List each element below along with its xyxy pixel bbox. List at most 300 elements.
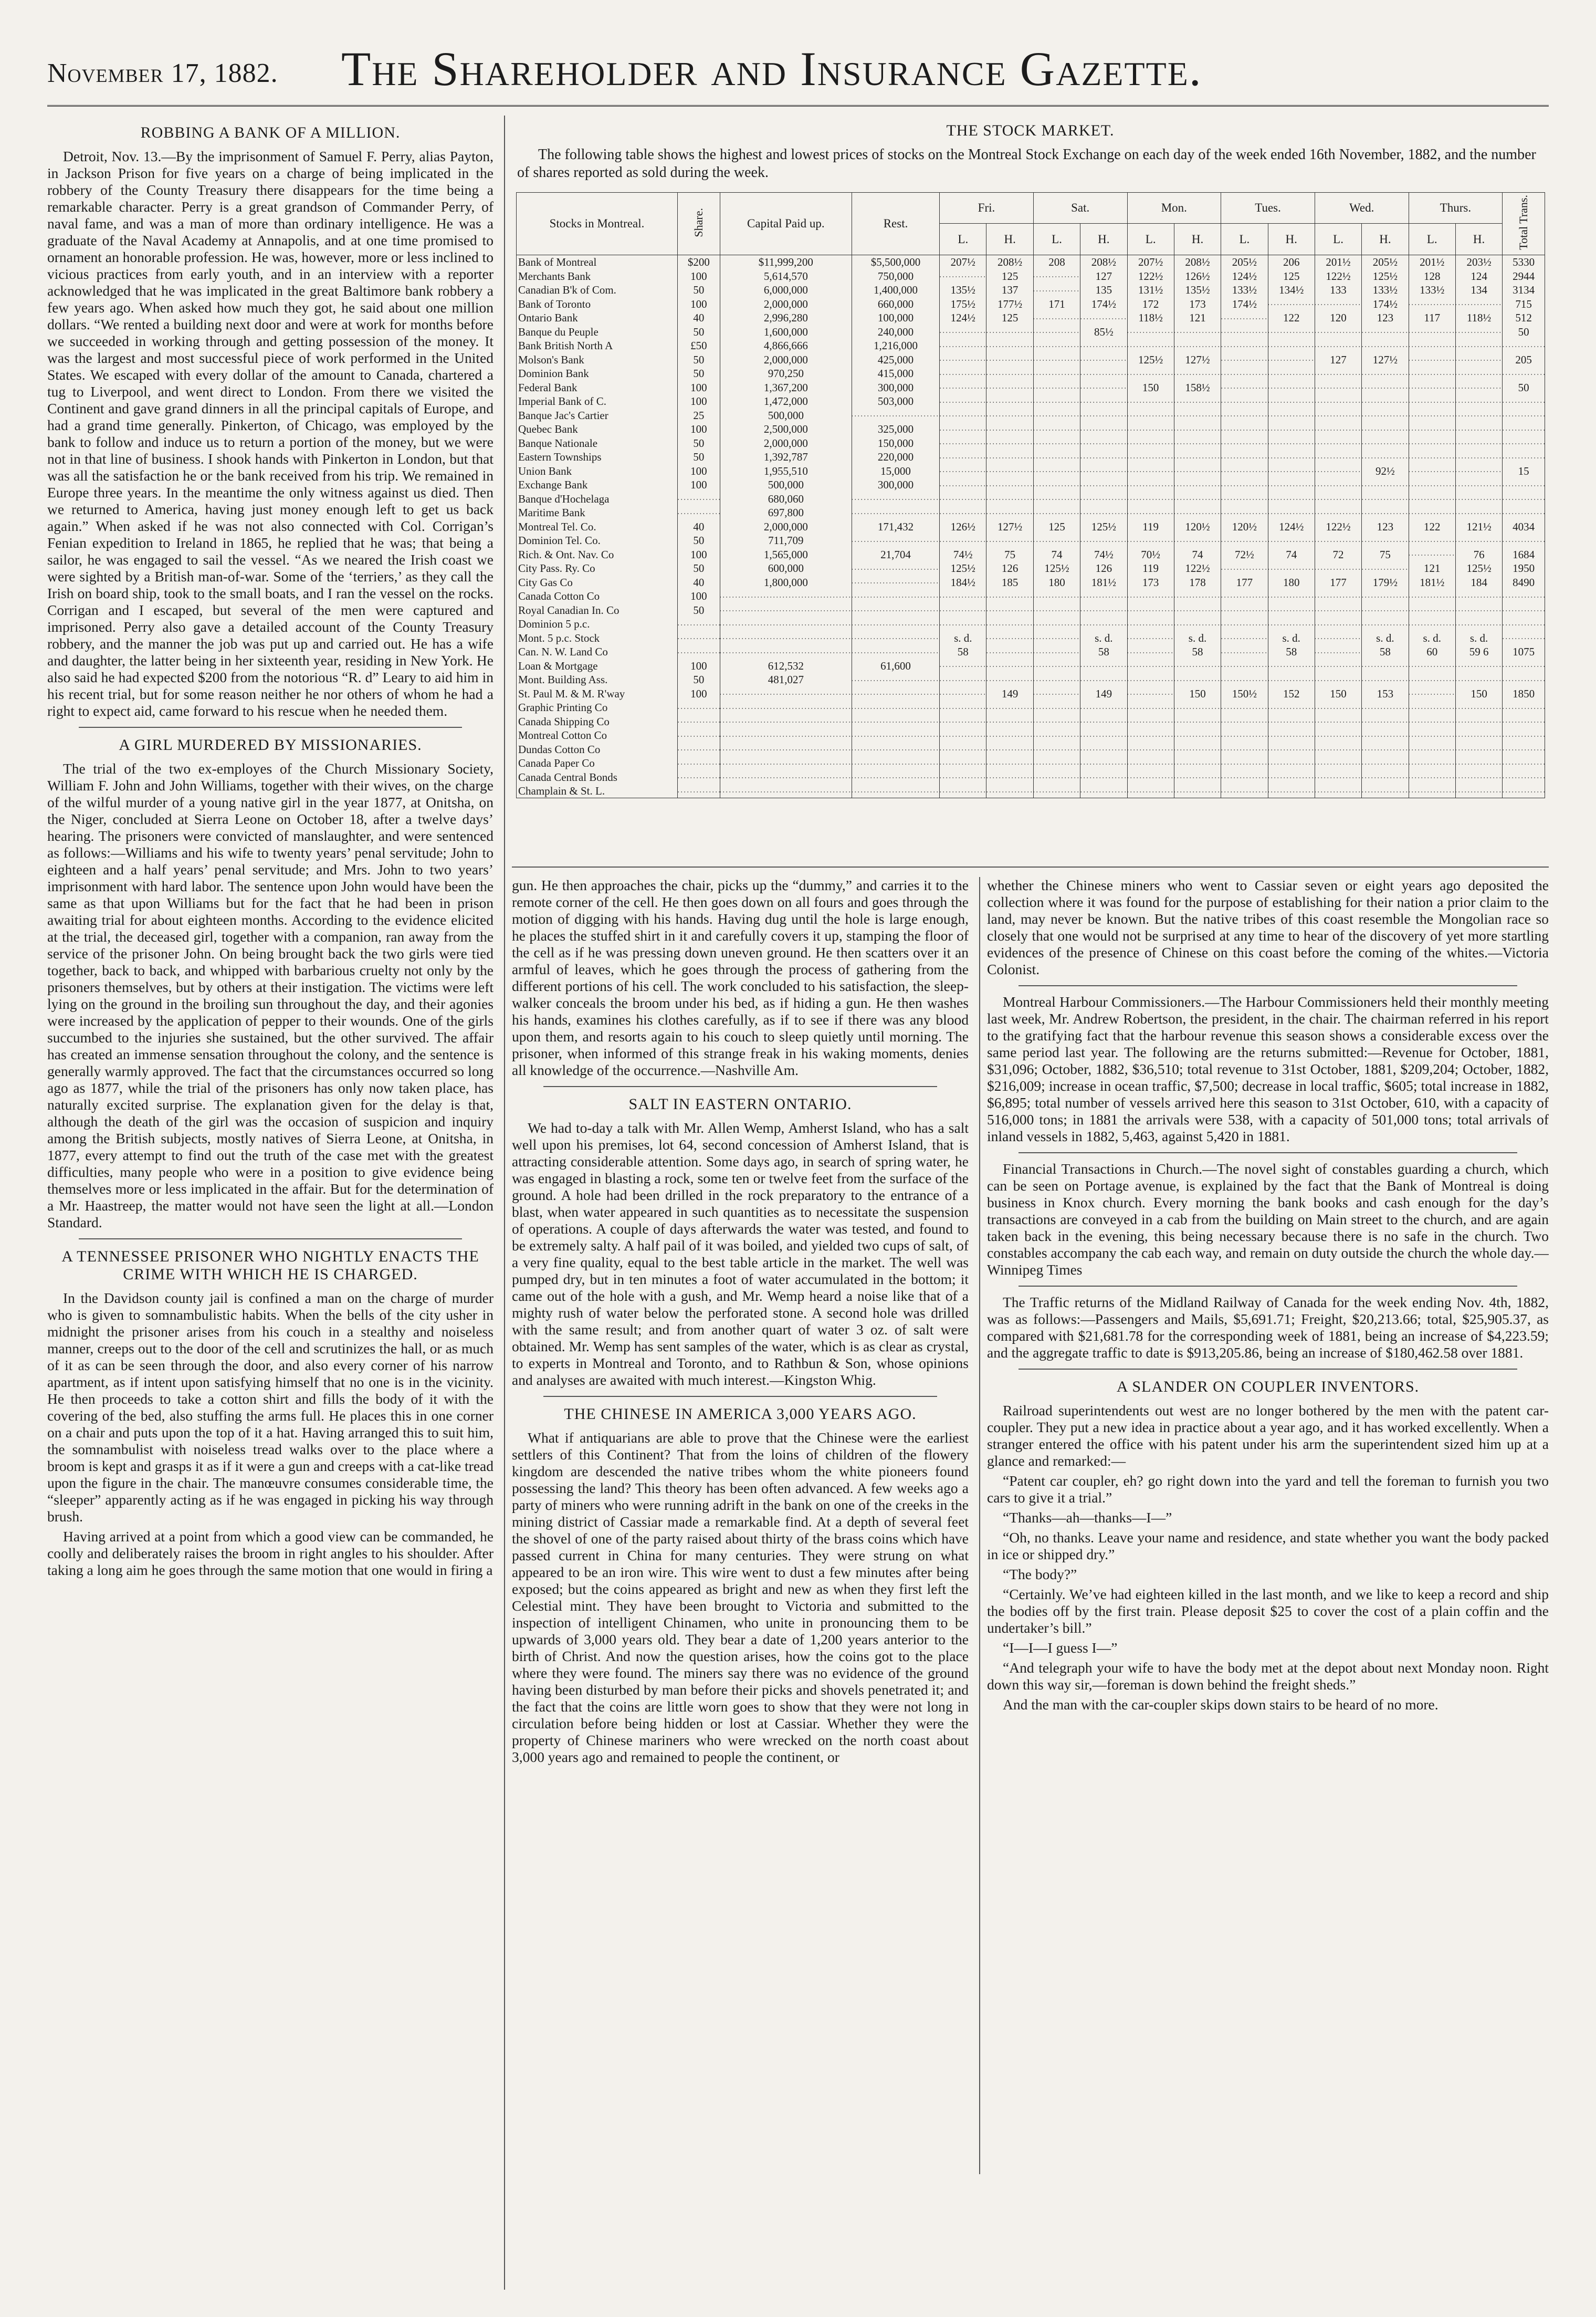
- table-cell: [940, 728, 986, 743]
- table-cell: 201½: [1315, 255, 1361, 269]
- header-high: H.: [1455, 224, 1502, 255]
- table-cell: 119: [1127, 519, 1174, 534]
- table-cell: [1127, 589, 1174, 603]
- stock-name-cell: Champlain & St. L.: [517, 784, 678, 798]
- table-cell: 100: [678, 422, 720, 436]
- table-cell: [1080, 617, 1127, 631]
- table-cell: [940, 325, 986, 339]
- divider: [1018, 1152, 1517, 1153]
- table-cell: [1409, 659, 1455, 673]
- table-row: [517, 770, 1545, 784]
- table-cell: [1455, 701, 1502, 715]
- table-cell: [1033, 631, 1080, 645]
- table-cell: [1315, 603, 1361, 617]
- table-cell: [1080, 380, 1127, 394]
- stock-name-cell: Bank of Montreal: [517, 255, 678, 269]
- table-cell: [1362, 450, 1409, 464]
- stock-name-cell: City Pass. Ry. Co: [517, 561, 678, 576]
- table-cell: [1315, 645, 1361, 659]
- table-cell: 220,000: [852, 450, 939, 464]
- table-cell: [1174, 589, 1221, 603]
- table-cell: [1268, 492, 1315, 506]
- table-cell: [940, 686, 986, 701]
- table-row: [517, 464, 1545, 478]
- table-cell: 174½: [1221, 297, 1268, 311]
- table-cell: 122: [1409, 519, 1455, 534]
- stock-name-cell: Montreal Cotton Co: [517, 728, 678, 743]
- table-cell: [1503, 659, 1545, 673]
- table-cell: [940, 742, 986, 756]
- table-cell: 135: [1080, 283, 1127, 297]
- header-low: L.: [1127, 224, 1174, 255]
- divider: [543, 1086, 937, 1087]
- table-cell: 1684: [1503, 547, 1545, 561]
- table-cell: 660,000: [852, 297, 939, 311]
- table-cell: [1268, 352, 1315, 367]
- table-cell: [1362, 701, 1409, 715]
- table-cell: [940, 352, 986, 367]
- table-cell: [1268, 297, 1315, 311]
- article-paragraph: The trial of the two ex-employes of the Church Missionary Society, William F. John and John Williams, together with their wives, on the charge of the wilful murder of a young native girl in the year 1877, at Onitsha, on the Niger, concluded at Sierra Leone on October 18, after a twelve days’ hearing. The prisoners were convicted of manslaughter, and were sentenced as follows:—Williams and his wife to twenty years’ penal servitude; John to eighteen and a half years’ penal servitude; and Mrs. John to two years’ imprisonment with hard labor. The sentence upon John would have been the same as that upon Williams but for the fact that he had been in prison awaiting trial for about eighteen months. According to the evidence elicited at the trial, the deceased girl, together with a companion, ran away from the service of the prisoner John. On being brought back the two girls were tied together, back to back, and whipped with barbarious cruelty not only by the prisoners themselves, but by others at their instigation. The victims were left lying on the ground in the broiling sun throughout the day, and their agonies were increased by the application of pepper to their wounds. One of the girls succumbed to the injuries she sustained, but the other survived. The affair has created an immense sensation throughout the colony, and the sentence is generally warmly approved. The fact that the circumstances occurred so long ago as 1877, while the trial of the prisoners has only now taken place, has naturally excited surprise. The explanation given for the delay is that, although the death of the girl was the occasion of suspicion and inquiry among the British subjects, mostly natives of Sierra Leone, at Onitsha, in 1877, every attempt to find out the truth of the case met with the greatest difficulties, many people who were in a position to give evidence being themselves more or less implicated in the affair. But for the determination of a Mr. Haastreep, the matter would not have seen the light at all.—London Standard.: [47, 760, 494, 1230]
- table-cell: [1268, 617, 1315, 631]
- stock-table-body: [517, 255, 1545, 798]
- table-cell: [720, 645, 852, 659]
- table-cell: 122½: [1174, 561, 1221, 576]
- table-cell: 50: [678, 450, 720, 464]
- table-cell: 135½: [940, 283, 986, 297]
- table-cell: 126½: [940, 519, 986, 534]
- table-cell: 2,000,000: [720, 436, 852, 450]
- table-cell: [1409, 352, 1455, 367]
- table-cell: 680,060: [720, 492, 852, 506]
- table-cell: [1033, 673, 1080, 687]
- article-paragraph: What if antiquarians are able to prove that the Chinese were the earliest settlers of this Continent? That from the loins of children of the flowery kingdom are descended the native tribes whom the white pioneers found possessing the land? This theory has been often advanced. A few weeks ago a party of miners who were running adrift in the bank on one of the creeks in the mining district of Cassiar made a remarkable find. At a depth of several feet the shovel of one of the party raised about thirty of the brass coins which have passed current in China for many centuries. They were strung on what appeared to be an iron wire. This wire went to dust a few minutes after being exposed; but the coins appeared as bright and new as when they first left the Celestial mint. They have been brought to Victoria and submitted to the inspection of intelligent Chinamen, who unite in pronouncing them to be upwards of 3,000 years old. They bear a date of 1,200 years anterior to the birth of Christ. And now the question arises, how the coins got to the place where they were found. The miners say there was no evidence of the ground having been disturbed by man before their picks and shovels penetrated it; and the fact that the coins are little worn goes to show that they were not long in circulation before being hidden or lost at Cassiar. Whether they were the property of Chinese mariners who were wrecked on the north coast about 3,000 years ago and remained to people the continent, or: [512, 1429, 969, 1765]
- table-cell: [1503, 506, 1545, 520]
- table-cell: 124: [1455, 269, 1502, 283]
- table-cell: 58: [1362, 645, 1409, 659]
- table-cell: [1409, 339, 1455, 353]
- table-cell: [852, 770, 939, 784]
- table-row: [517, 547, 1545, 561]
- stock-name-cell: Mont. 5 p.c. Stock: [517, 631, 678, 645]
- table-cell: [678, 784, 720, 798]
- table-cell: [1315, 589, 1361, 603]
- table-cell: [720, 589, 852, 603]
- table-cell: [1268, 701, 1315, 715]
- table-row: [517, 394, 1545, 409]
- table-cell: [986, 645, 1033, 659]
- table-cell: [986, 617, 1033, 631]
- table-cell: [1268, 422, 1315, 436]
- stock-name-cell: Dominion Tel. Co.: [517, 534, 678, 548]
- stock-market-section: [512, 116, 1549, 868]
- table-cell: 100: [678, 478, 720, 492]
- header-low: L.: [1033, 224, 1080, 255]
- table-cell: [1080, 673, 1127, 687]
- table-cell: 415,000: [852, 367, 939, 381]
- table-cell: [852, 714, 939, 728]
- table-cell: [678, 770, 720, 784]
- table-cell: [1362, 506, 1409, 520]
- table-cell: [1362, 339, 1409, 353]
- table-cell: [1080, 659, 1127, 673]
- table-row: [517, 589, 1545, 603]
- table-cell: [1221, 534, 1268, 548]
- table-cell: 100: [678, 394, 720, 409]
- article-title: THE CHINESE IN AMERICA 3,000 YEARS AGO.: [564, 1405, 917, 1423]
- table-row: [517, 269, 1545, 283]
- table-cell: [940, 394, 986, 409]
- table-cell: [1127, 408, 1174, 422]
- table-cell: [1127, 325, 1174, 339]
- table-cell: [1268, 770, 1315, 784]
- table-cell: [1409, 589, 1455, 603]
- table-cell: [1455, 464, 1502, 478]
- table-cell: 600,000: [720, 561, 852, 576]
- table-cell: [1503, 492, 1545, 506]
- table-cell: [1127, 659, 1174, 673]
- table-cell: [986, 325, 1033, 339]
- table-cell: 100,000: [852, 311, 939, 325]
- table-cell: [1455, 770, 1502, 784]
- table-cell: [1362, 728, 1409, 743]
- table-cell: [1033, 492, 1080, 506]
- table-cell: [1080, 394, 1127, 409]
- table-row: [517, 686, 1545, 701]
- table-cell: [1409, 686, 1455, 701]
- table-cell: 124½: [1221, 269, 1268, 283]
- table-cell: [1033, 645, 1080, 659]
- table-cell: [940, 464, 986, 478]
- table-cell: 124½: [1268, 519, 1315, 534]
- table-cell: [1033, 728, 1080, 743]
- table-cell: [1362, 770, 1409, 784]
- header-capital: Capital Paid up.: [720, 193, 852, 255]
- table-cell: [1362, 659, 1409, 673]
- table-cell: [1268, 367, 1315, 381]
- table-cell: 123: [1362, 519, 1409, 534]
- table-cell: [1362, 492, 1409, 506]
- table-cell: 175½: [940, 297, 986, 311]
- table-cell: [852, 631, 939, 645]
- table-cell: [1268, 659, 1315, 673]
- table-cell: s. d.: [1174, 631, 1221, 645]
- table-cell: [1362, 408, 1409, 422]
- article-paragraph: Having arrived at a point from which a good view can be commanded, he coolly and deliberately raises the broom in right angles to his shoulder. After taking a long aim he goes through the same motion that one would in firing a: [47, 1528, 494, 1578]
- table-cell: [1503, 631, 1545, 645]
- table-cell: [1409, 714, 1455, 728]
- stock-name-cell: Canada Shipping Co: [517, 714, 678, 728]
- article-paragraph: “Certainly. We’ve had eighteen killed in the last month, and we like to keep a record and ship the bodies off by the first train. Please deposit $25 to cover the cost of a plain coffin and the undertaker’s bill.”: [987, 1586, 1549, 1636]
- table-cell: [940, 714, 986, 728]
- table-cell: [720, 770, 852, 784]
- table-cell: 121: [1409, 561, 1455, 576]
- stock-name-cell: Federal Bank: [517, 380, 678, 394]
- table-cell: 612,532: [720, 659, 852, 673]
- table-cell: [1409, 394, 1455, 409]
- table-cell: 158½: [1174, 380, 1221, 394]
- table-cell: 2944: [1503, 269, 1545, 283]
- article-paragraph: “The body?”: [1003, 1566, 1077, 1582]
- table-cell: $11,999,200: [720, 255, 852, 269]
- table-cell: [1221, 450, 1268, 464]
- stock-name-cell: Banque du Peuple: [517, 325, 678, 339]
- table-row: [517, 631, 1545, 645]
- table-cell: [1455, 380, 1502, 394]
- table-cell: [1455, 492, 1502, 506]
- table-cell: 150½: [1221, 686, 1268, 701]
- article-title: A TENNESSEE PRISONER WHO NIGHTLY ENACTS THE CRIME WITH WHICH HE IS CHARGED.: [61, 1248, 479, 1283]
- table-cell: [940, 673, 986, 687]
- table-cell: 125: [1268, 269, 1315, 283]
- table-cell: [1315, 742, 1361, 756]
- table-cell: 58: [1268, 645, 1315, 659]
- table-cell: 125½: [1033, 561, 1080, 576]
- table-cell: 300,000: [852, 380, 939, 394]
- table-cell: [1221, 784, 1268, 798]
- table-cell: [940, 450, 986, 464]
- table-cell: [1455, 478, 1502, 492]
- table-cell: [986, 701, 1033, 715]
- table-cell: [1127, 701, 1174, 715]
- table-cell: [1033, 394, 1080, 409]
- table-cell: [986, 339, 1033, 353]
- table-cell: [678, 645, 720, 659]
- table-cell: [1080, 408, 1127, 422]
- table-cell: [1080, 464, 1127, 478]
- table-row: [517, 492, 1545, 506]
- table-cell: [1127, 631, 1174, 645]
- table-cell: 1,216,000: [852, 339, 939, 353]
- table-cell: [1315, 770, 1361, 784]
- table-cell: [1315, 436, 1361, 450]
- table-cell: [986, 534, 1033, 548]
- table-cell: [1409, 534, 1455, 548]
- table-cell: [1221, 714, 1268, 728]
- table-cell: 5330: [1503, 255, 1545, 269]
- table-cell: 122½: [1315, 519, 1361, 534]
- table-cell: 131½: [1127, 283, 1174, 297]
- table-cell: [1455, 339, 1502, 353]
- table-cell: 125½: [1080, 519, 1127, 534]
- table-cell: s. d.: [1455, 631, 1502, 645]
- table-cell: [720, 631, 852, 645]
- table-cell: 125: [986, 269, 1033, 283]
- table-cell: 92½: [1362, 464, 1409, 478]
- table-cell: [1315, 534, 1361, 548]
- table-cell: [1455, 367, 1502, 381]
- table-cell: 50: [678, 352, 720, 367]
- table-cell: 181½: [1080, 575, 1127, 589]
- table-cell: [1127, 450, 1174, 464]
- table-cell: [1315, 784, 1361, 798]
- table-cell: [940, 589, 986, 603]
- table-cell: 171,432: [852, 519, 939, 534]
- table-cell: [1221, 352, 1268, 367]
- table-cell: 58: [1080, 645, 1127, 659]
- table-cell: [1268, 603, 1315, 617]
- table-cell: [1127, 756, 1174, 770]
- table-cell: [1080, 450, 1127, 464]
- table-cell: [1409, 742, 1455, 756]
- table-cell: [1455, 742, 1502, 756]
- table-cell: 119: [1127, 561, 1174, 576]
- table-cell: $200: [678, 255, 720, 269]
- table-cell: [1409, 408, 1455, 422]
- table-cell: [1268, 478, 1315, 492]
- table-cell: [1455, 506, 1502, 520]
- table-cell: [1315, 659, 1361, 673]
- table-cell: [1503, 589, 1545, 603]
- table-cell: [1127, 742, 1174, 756]
- table-cell: [1033, 367, 1080, 381]
- table-cell: 133½: [1221, 283, 1268, 297]
- table-cell: [852, 506, 939, 520]
- table-cell: 153: [1362, 686, 1409, 701]
- table-cell: 75: [986, 547, 1033, 561]
- table-cell: [1221, 506, 1268, 520]
- table-cell: 126½: [1174, 269, 1221, 283]
- table-row: [517, 422, 1545, 436]
- stock-name-cell: Canada Paper Co: [517, 756, 678, 770]
- table-cell: [1080, 436, 1127, 450]
- table-cell: [1221, 701, 1268, 715]
- table-cell: [1362, 756, 1409, 770]
- header-low: L.: [940, 224, 986, 255]
- table-cell: [852, 617, 939, 631]
- table-cell: [1033, 506, 1080, 520]
- table-cell: 152: [1268, 686, 1315, 701]
- table-row: [517, 742, 1545, 756]
- table-cell: [1315, 380, 1361, 394]
- table-cell: 125½: [1362, 269, 1409, 283]
- header-day: Thurs.: [1409, 193, 1503, 224]
- table-cell: 2,000,000: [720, 352, 852, 367]
- table-cell: [720, 617, 852, 631]
- table-cell: [1409, 450, 1455, 464]
- masthead: [47, 32, 1549, 107]
- table-cell: [1362, 603, 1409, 617]
- table-cell: 85½: [1080, 325, 1127, 339]
- article-paragraph: “I—I—I guess I—”: [1003, 1640, 1118, 1656]
- table-cell: [1127, 492, 1174, 506]
- news-item: Montreal Harbour Commissioners.—The Harbour Commissioners held their monthly meeting last week, Mr. Andrew Robertson, the president, in the chair. The chairman referred in his report to the gratifying fact that the harbour revenue this season shows a considerable excess over the same period last year. The following are the returns submitted:—Revenue for October, 1881, $31,096; October, 1882, $36,510; total revenue to 31st October, 1881, $209,204; October, 1882, $216,009; increase in ocean traffic, $7,500; decrease in local traffic, $605; total increase in 1882, $6,895; total number of vessels arrived here this season to 31st October, 610, with a capacity of 516,000 tons; in 1881 the arrivals were 538, with a capacity of 501,000 tons; total arrivals of inland vessels in 1882, 5,463, against 5,420 in 1881.: [987, 994, 1549, 1144]
- table-cell: [1127, 367, 1174, 381]
- table-cell: 127½: [1174, 352, 1221, 367]
- table-cell: [1503, 673, 1545, 687]
- table-cell: 150,000: [852, 436, 939, 450]
- table-cell: [1080, 728, 1127, 743]
- table-cell: [1127, 645, 1174, 659]
- table-cell: [1080, 506, 1127, 520]
- table-cell: [1503, 478, 1545, 492]
- table-row: [517, 534, 1545, 548]
- table-cell: [986, 784, 1033, 798]
- table-cell: [852, 603, 939, 617]
- article-paragraph: In the Davidson county jail is confined a man on the charge of murder who is given to somnambulistic habits. When the bells of the city usher in midnight the prisoner arises from his couch in a stealthy and noiseless manner, creeps out to the door of the cell and scrutinizes the hall, or as much of it as can be seen through the door, and also every corner of his narrow apartment, as if intent upon satisfying himself that no one is in the vicinity. He then proceeds to take a cotton shirt and fills the body of it with the covering of the bed, also stuffing the arms full. He places this in one corner on a chair and puts upon the top of it a hat. Having arranged this to suit him, the somnambulist with noiseless tread walks over to the place where a broom is kept and grasps it as if it were a gun and creeps with a cat-like tread upon the figure in the chair. The manœuvre consumes considerable time, the “sleeper” apparently acting as if he was engaged in picking his way through brush.: [47, 1290, 494, 1525]
- article-paragraph: “Thanks—ah—thanks—I—”: [1003, 1509, 1172, 1526]
- table-row: [517, 408, 1545, 422]
- table-cell: 135½: [1174, 283, 1221, 297]
- table-cell: [1409, 478, 1455, 492]
- table-cell: [1268, 673, 1315, 687]
- table-cell: [1315, 339, 1361, 353]
- divider: [1018, 1369, 1517, 1370]
- table-cell: [852, 701, 939, 715]
- table-cell: [986, 659, 1033, 673]
- table-cell: [1268, 450, 1315, 464]
- table-cell: 750,000: [852, 269, 939, 283]
- table-cell: [1503, 784, 1545, 798]
- table-cell: [1315, 631, 1361, 645]
- table-cell: [1503, 408, 1545, 422]
- table-cell: 150: [1455, 686, 1502, 701]
- table-cell: 4,866,666: [720, 339, 852, 353]
- table-cell: [1362, 589, 1409, 603]
- table-cell: [940, 380, 986, 394]
- table-cell: 21,704: [852, 547, 939, 561]
- table-row: [517, 478, 1545, 492]
- table-cell: 121: [1174, 311, 1221, 325]
- table-cell: 205: [1503, 352, 1545, 367]
- article-paragraph: “And telegraph your wife to have the body met at the depot about next Monday noon. Right down this way sir,—foreman is down behind the freight sheds.”: [987, 1660, 1549, 1693]
- table-cell: [1503, 534, 1545, 548]
- table-cell: 149: [986, 686, 1033, 701]
- table-cell: 15,000: [852, 464, 939, 478]
- table-cell: 50: [678, 283, 720, 297]
- table-cell: $5,500,000: [852, 255, 939, 269]
- table-cell: [1033, 659, 1080, 673]
- table-cell: 74½: [940, 547, 986, 561]
- news-item: Financial Transactions in Church.—The novel sight of constables guarding a church, which can be seen on Portage avenue, is explained by the fact that the Bank of Montreal is doing business in Knox church. Every morning the bank books and cash enough for the day’s transactions are conveyed in a cab from the building on Main street to the church, and are again taken back in the evening, this being necessary because there is no safe in the church. Two constables accompany the cab each way, and remain on duty outside the church the whole day.—Winnipeg Times: [987, 1161, 1549, 1278]
- header-high: H.: [1080, 224, 1127, 255]
- table-cell: [1221, 339, 1268, 353]
- table-row: [517, 506, 1545, 520]
- header-day: Fri.: [940, 193, 1034, 224]
- table-cell: [1221, 367, 1268, 381]
- table-cell: [940, 603, 986, 617]
- stock-name-cell: Loan & Mortgage: [517, 659, 678, 673]
- table-cell: [1221, 673, 1268, 687]
- table-cell: [986, 450, 1033, 464]
- table-cell: s. d.: [940, 631, 986, 645]
- table-cell: 481,027: [720, 673, 852, 687]
- table-cell: 6,000,000: [720, 283, 852, 297]
- table-cell: [1455, 436, 1502, 450]
- table-cell: 74: [1268, 547, 1315, 561]
- table-cell: 1075: [1503, 645, 1545, 659]
- table-cell: [852, 686, 939, 701]
- table-cell: [1127, 464, 1174, 478]
- table-cell: [852, 561, 939, 576]
- table-cell: [1268, 408, 1315, 422]
- table-cell: 133½: [1362, 283, 1409, 297]
- table-cell: [1455, 728, 1502, 743]
- table-cell: 100: [678, 686, 720, 701]
- header-high: H.: [986, 224, 1033, 255]
- table-cell: [1503, 394, 1545, 409]
- table-cell: [1174, 534, 1221, 548]
- table-cell: [1455, 659, 1502, 673]
- table-cell: 121½: [1455, 519, 1502, 534]
- table-cell: 150: [1127, 380, 1174, 394]
- table-cell: [1033, 352, 1080, 367]
- table-cell: 180: [1033, 575, 1080, 589]
- article-paragraph: “Patent car coupler, eh? go right down into the yard and tell the foreman to furnish you two cars to give it a trial.”: [987, 1473, 1549, 1506]
- stock-name-cell: Banque Jac's Cartier: [517, 408, 678, 422]
- table-cell: [1080, 770, 1127, 784]
- table-cell: 174½: [1080, 297, 1127, 311]
